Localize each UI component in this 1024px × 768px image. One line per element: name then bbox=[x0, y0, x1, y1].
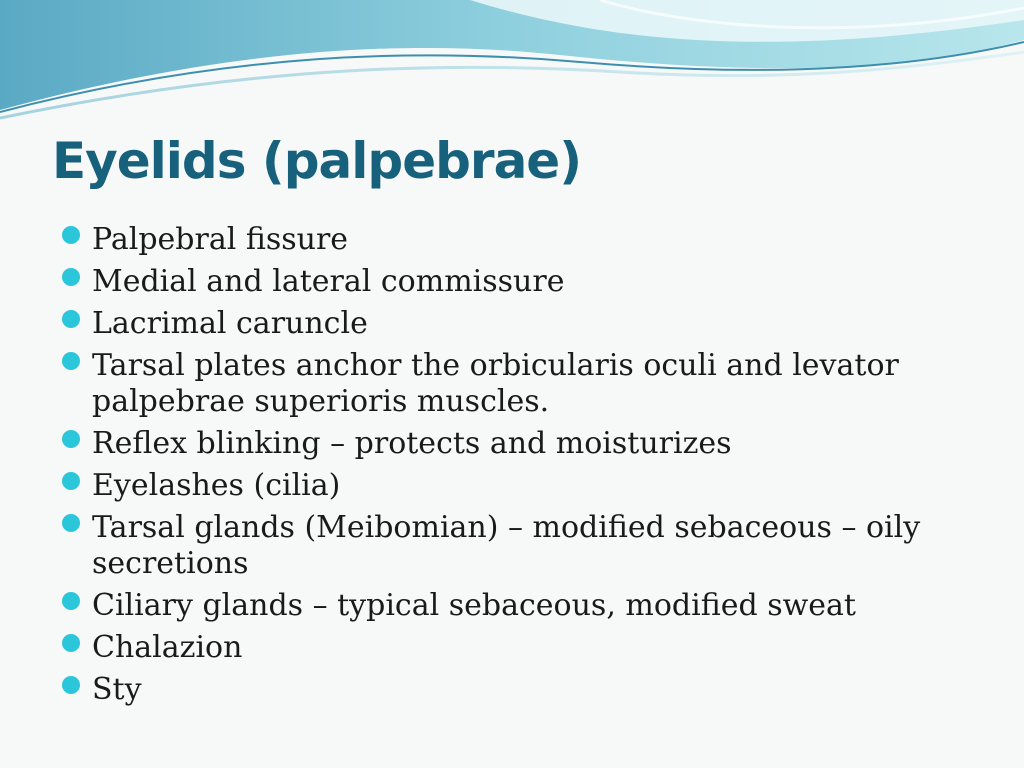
list-item bbox=[60, 510, 960, 582]
header-wave-decoration bbox=[0, 0, 1024, 130]
bullet-icon bbox=[62, 472, 80, 490]
list-item bbox=[60, 222, 960, 258]
bullet-text: Medial and lateral commissure bbox=[92, 264, 565, 299]
list-item bbox=[60, 630, 960, 666]
bullet-text: Eyelashes (cilia) bbox=[92, 468, 341, 503]
bullet-text: Palpebral fissure bbox=[92, 222, 349, 257]
bullet-text: Chalazion bbox=[92, 630, 243, 665]
bullet-icon bbox=[62, 634, 80, 652]
slide-title: Eyelids (palpebrae) bbox=[52, 132, 582, 190]
bullet-icon bbox=[62, 430, 80, 448]
bullet-text: Reflex blinking – protects and moisturizes bbox=[92, 426, 732, 461]
bullet-text: Ciliary glands – typical sebaceous, modified sweat bbox=[92, 588, 856, 623]
list-item bbox=[60, 672, 960, 708]
list-item bbox=[60, 588, 960, 624]
bullet-list bbox=[60, 222, 960, 714]
bullet-icon bbox=[62, 592, 80, 610]
list-item bbox=[60, 348, 960, 420]
list-item bbox=[60, 426, 960, 462]
bullet-icon bbox=[62, 514, 80, 532]
bullet-text: Tarsal glands (Meibomian) – modified sebaceous – oily secretions bbox=[92, 510, 921, 581]
bullet-icon bbox=[62, 310, 80, 328]
bullet-icon bbox=[62, 268, 80, 286]
list-item bbox=[60, 264, 960, 300]
list-item bbox=[60, 306, 960, 342]
bullet-icon bbox=[62, 352, 80, 370]
bullet-icon bbox=[62, 676, 80, 694]
bullet-icon bbox=[62, 226, 80, 244]
bullet-text: Sty bbox=[92, 672, 142, 707]
bullet-text: Tarsal plates anchor the orbicularis oculi and levator palpebrae superioris muscles. bbox=[92, 348, 899, 419]
list-item bbox=[60, 468, 960, 504]
bullet-text: Lacrimal caruncle bbox=[92, 306, 368, 341]
